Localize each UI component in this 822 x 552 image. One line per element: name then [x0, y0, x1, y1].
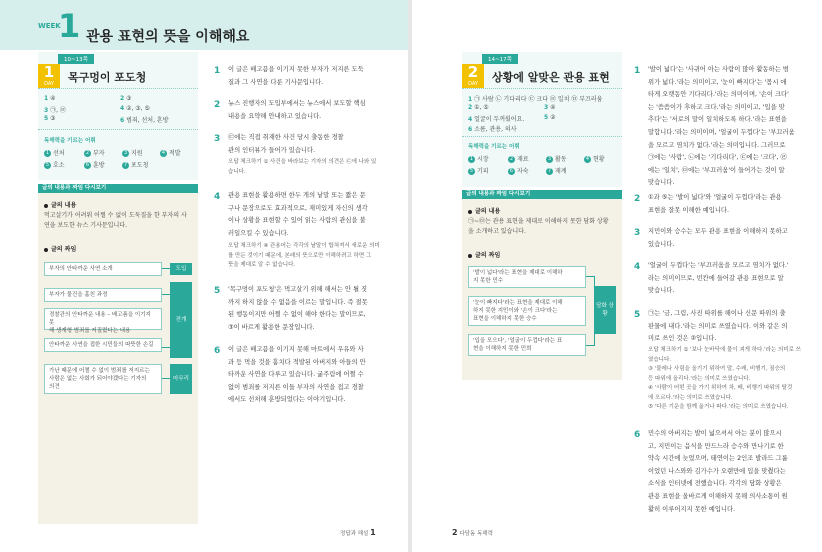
question-number: 2	[214, 100, 221, 110]
structure-box-2: 부자가 물건을 훔친 과정	[44, 288, 162, 302]
structure-box-4: 안타까운 사연을 접한 시민들의 따뜻한 손길	[44, 338, 162, 352]
answer-explanation-4: '얼굴이 두껍다'는 '부끄러움을 모르고 염치가 없다.' 라는 의미이므로, 빈칸에 들어갈 관용 표현으로 알 맞습니다.	[648, 262, 789, 295]
vocab-title: 독해력을 기르는 어휘	[468, 144, 520, 150]
answer-5: 5 ③	[44, 115, 56, 122]
divider	[462, 136, 622, 137]
day-label: DAY	[468, 81, 478, 87]
answer-3: 3 ㉠, ㉣	[44, 107, 66, 114]
answer-explanation-5: '목구멍이 포도청'은 먹고살기 위해 해서는 안 될 짓 까지 하지 않을 수 없음을 이르는 말입니다. 즉 절못 된 행동이지만 어쩔 수 없이 해야 한다는 말이므로, ③이 바르게 활용한 문장입니다.	[228, 286, 368, 331]
question-number: 1	[214, 66, 221, 76]
day2-answer-card	[462, 52, 622, 187]
question-number: 6	[214, 346, 221, 356]
answer-explanation-3: 지민이와 승수는 모두 관용 표현을 이해하지 못하고 있습니다.	[648, 228, 788, 248]
day-number: 1	[43, 63, 55, 81]
divider	[462, 88, 622, 89]
answer-2: 2 ①, ⑤	[468, 104, 489, 111]
answer-explanation-1: 이 글은 배고픔을 이기지 못한 부자가 저지른 도둑 질과 그 사연을 다룬 기사문입니다.	[228, 66, 364, 86]
tag-development: 전개	[170, 282, 192, 358]
structure-title: 글의 짜임	[44, 244, 76, 253]
card-title: 상황에 알맞은 관용 표현	[492, 71, 610, 84]
summary-title: 글의 내용과 짜임 다시보기	[38, 184, 198, 193]
card-title: 목구멍이 포도청	[68, 71, 147, 84]
answer-explanation-6: 민수의 아버지는 발이 넓으셔서 아는 분이 많으시 고, 지민이는 음식을 만드느라 승수와 만나기로 한 약속 시간에 늦었으며, 태연이는 2인조 발라드 그룹 이었던 나스와와 김가수가 오랜만에 입을 맞췄다는 소식을 인터넷에 전했습니다. 각각의 담화 상황은 관용 표현을 올바르게 이해하지 못해 의사소통이 원 활히 이루어지지 못한 예입니다.	[648, 430, 788, 513]
answer-1: 1 ㉠ 사람 ㉡ 기다리다 ㉢ 크다 ㉣ 일치 ㉤ 부끄러움	[468, 96, 603, 103]
left-page	[0, 0, 409, 552]
answer-explanation-2: 뉴스 진행자의 도입부에서는 뉴스에서 보도할 핵심 내용을 요약해 안내하고 있습니다.	[228, 100, 366, 120]
summary-section	[462, 190, 622, 380]
page-number: 1	[370, 528, 376, 537]
content-title: 글의 내용	[468, 206, 500, 215]
content-title: 글의 내용	[44, 200, 76, 209]
answer-explanation-6: 이 글은 배고픔을 이기지 못해 마트에서 우유와 사 과 등 먹을 것을 훔치다 적발된 아버지와 아들의 안 타까운 사연을 다루고 있습니다. 굶주림에 어쩔 수 없이 범죄를 저지른 이들 부자의 사연을 접고 경찰 에서도 선처해 훈방되었다는 이야기입니다.	[228, 346, 366, 404]
page-title: 관용 표현의 뜻을 이해해요	[86, 29, 250, 45]
page-range: 10~13쪽	[58, 54, 94, 64]
wrong-answer-note-5: 오답 체크하기 ① '보나 눈바닥에 물이 괴게 하다.'라는 의미로 쓰 였습니다. ③ '물레나 사림을 올기기 위하여 말, 수레, 비행기, 짐승의 등 따위에 올리다.'라는 의미로 쓰였습니다. ④ '사람이 어떤 곳을 가기 위하여 차, 배, 비행기 따위의 탈것 에 오르다.'라는 의미로 쓰였습니다. ⑤ '다른 기운을 함께 옮거나 따다.'라는 의미로 쓰였습니다.	[648, 347, 801, 410]
structure-box-5: 가난 때문에 어쩔 수 없이 범죄를 저지르는 사람은 없는 사회가 되어야겠다는 기자의 의견	[44, 364, 162, 394]
vocab-item: 4 현황	[585, 156, 605, 163]
question-number: 4	[634, 262, 641, 272]
answer-1: 1 ④	[44, 95, 56, 102]
question-number: 6	[634, 430, 641, 440]
answer-2: 2 ③	[120, 95, 132, 102]
structure-box-1: '발이 넓다'라는 표현을 제대로 이해하 지 못한 민수	[468, 266, 586, 288]
question-number: 5	[634, 310, 641, 320]
structure-box-3: 경찰관의 안타까운 내용 – 배고픔을 이기지 못 해 생계형 범죄를 저질렀다는 내용	[44, 308, 162, 330]
week-label: WEEK	[38, 22, 61, 30]
answer-explanation-1: '발이 넓다'는 '사귀어 아는 사람이 많아 활동하는 범 위가 넓다.'라는 의미이고, '눈이 빠지다'는 '몹시 애 타게 오랫동안 기다리다.'라는 의미이며, '손이 크다' 는 '씀씀이가 후하고 크다.'라는 의미이고, '입을 맞 추다'는 '서로의 말이 일치하도록 하다.'라는 표현을 말합니다.'라는 의미이며, '얼굴이 두껍다'는 '부끄러움 을 모르고 염치가 없다.'라는 의미입니다. 그러므로 ㉠에는 '사람', ㉡에는 '기다리다', ㉢에는 '크다', ㉣ 에는 '일치', ㉤에는 '부끄러움'이 들어가는 것이 알 맞습니다.	[648, 66, 795, 187]
tag-discourse-situation: 담화 상황	[594, 286, 616, 334]
wrong-answer-note-4: 오답 체크하기 ④ 관용어는 각각의 낱말이 합쳐져서 새로운 의미 를 만든 것이기 때문에, 본래의 뜻으로만 이해하려고 하면 그 뜻을 제대로 알 수 없습니다.	[228, 243, 380, 268]
answer-4: 4 얼굴이 두꺼웠어요.	[468, 116, 525, 123]
content-text-1: ㉠~㉤는 관용 표현을 제대로 이해하지 못한 담화 상황	[468, 218, 609, 225]
answer-explanation-4: 관용 표현을 활용하면 한두 개의 낱말 또는 짧은 문 구나 문장으로도 효과적으로, 재미있게 자신의 생각 이나 상황을 표현할 수 있어 읽는 사람의 관심을 불 러일으킬 수 있습니다.	[228, 192, 368, 237]
structure-box-1: 부자의 안타까운 사연 소개	[44, 262, 162, 276]
answer-explanation-2: ①과 ⑤는 '발이 넓다'와 '얼굴이 두껍다'라는 관용 표현을 잘못 이해한 예입니다.	[648, 194, 782, 214]
vocab-item: 3 활동	[547, 156, 567, 163]
day-badge	[462, 64, 484, 88]
vocab-item: 3 지원	[123, 150, 143, 157]
day-badge	[38, 64, 60, 88]
structure-box-3: '입을 모으다', '얼굴이 두껍다'라는 표 현을 이해하지 못한 민희	[468, 334, 586, 356]
vocab-item: 4 적발	[161, 150, 181, 157]
vocab-item: 2 재료	[509, 156, 529, 163]
page-number: 2	[452, 528, 458, 537]
day1-answer-card	[38, 52, 198, 180]
question-number: 5	[214, 286, 221, 296]
structure-title: 글의 짜임	[468, 250, 500, 259]
page-footer: 2 다담돔 독해력	[452, 528, 493, 537]
question-number: 3	[634, 228, 641, 238]
day-label: DAY	[44, 81, 54, 87]
answer-6: 6 범죄, 선처, 혼방	[120, 117, 169, 124]
wrong-answer-note-3: 오답 체크하기 ① 사건을 바라보는 기자의 의견은 ㉢에 나와 있 습니다.	[228, 159, 377, 175]
tag-intro: 도입	[170, 263, 192, 275]
content-text-2: 연을 보도한 뉴스 기사문입니다.	[44, 222, 127, 229]
page-footer: 정답과 해설 1	[340, 528, 376, 537]
answer-3: 3 ④	[544, 104, 556, 111]
tag-conclusion: 마무리	[170, 364, 192, 394]
vocab-item: 6 훈방	[85, 162, 105, 169]
day-number: 2	[467, 63, 479, 81]
divider	[38, 88, 198, 89]
vocab-item: 5 기피	[469, 168, 489, 175]
vocab-item: 5 호소	[45, 162, 65, 169]
week-header	[0, 0, 408, 50]
vocab-item: 7 재계	[547, 168, 567, 175]
question-number: 2	[634, 194, 641, 204]
question-number: 1	[634, 66, 641, 76]
answer-explanation-5: ㉠는 '금, 그림, 사진 따위를 해이나 신문 따위의 출 판물에 내다.'라는 의미로 쓰였습니다. 이와 같은 의 미로 쓰인 것은 ②입니다.	[648, 310, 788, 343]
summary-section	[38, 184, 198, 524]
question-number: 4	[214, 192, 221, 202]
answer-6: 6 소름, 관용, 의사	[468, 126, 517, 133]
page-range: 14~17쪽	[482, 54, 518, 64]
week-number: 1	[58, 7, 81, 45]
structure-box-2: '눈이 빠지다'라는 표현을 제대로 이해 하지 못한 지민이와 '손이 크다'라는 표현을 이해하지 못한 승수	[468, 296, 586, 326]
content-text-2: 을 소개하고 있습니다.	[468, 228, 526, 235]
vocab-title: 독해력을 기르는 어휘	[44, 138, 96, 144]
content-text-1: 먹고살기가 어려워 어쩔 수 없이 도둑질을 한 부자의 사	[44, 212, 187, 219]
vocab-item: 7 포도청	[123, 162, 149, 169]
divider	[38, 129, 198, 130]
vocab-item: 2 부자	[85, 150, 105, 157]
question-number: 3	[214, 134, 221, 144]
answer-explanation-3: ㉢에는 직접 취재한 사건 당시 출동한 경찰 관의 인터뷰가 들어가 있습니다.	[228, 134, 344, 154]
answer-4: 4 ②, ③, ⑤	[120, 105, 150, 112]
vocab-item: 1 시장	[469, 156, 489, 163]
answer-5: 5 ②	[544, 114, 556, 121]
vocab-item: 6 자숙	[509, 168, 529, 175]
vocab-item: 1 선처	[45, 150, 65, 157]
summary-title: 글의 내용과 짜임 다시보기	[462, 190, 622, 199]
